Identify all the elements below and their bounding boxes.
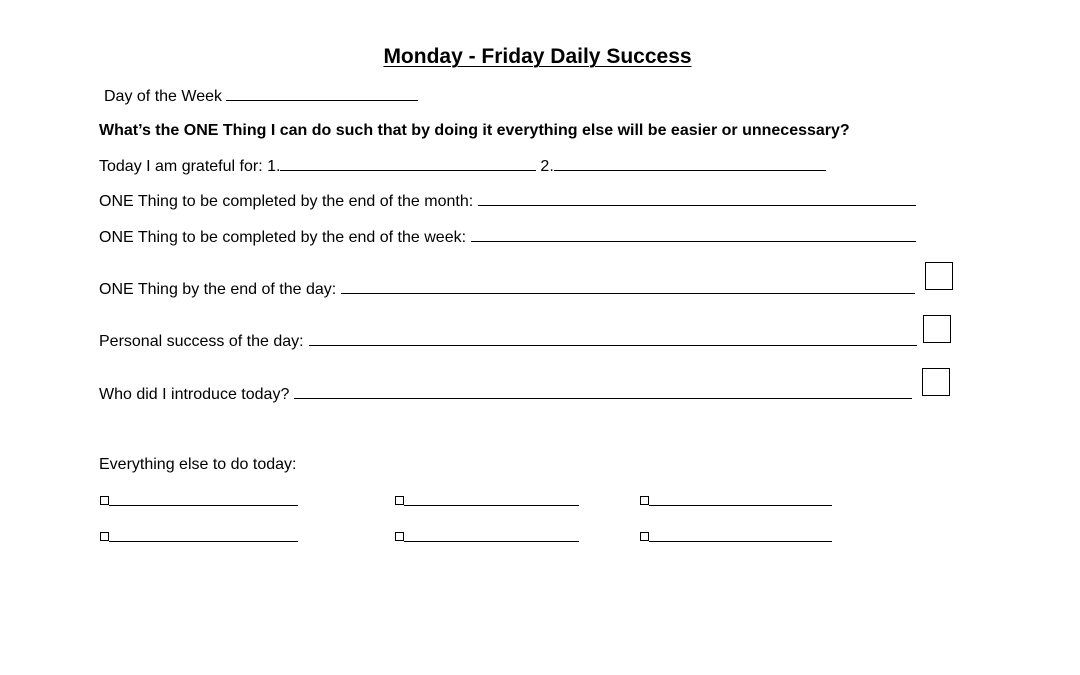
todo-item[interactable] — [100, 526, 298, 542]
day-of-week-label: Day of the Week — [104, 88, 222, 105]
todo-blank[interactable] — [109, 490, 298, 506]
day-of-week-blank[interactable] — [226, 86, 418, 101]
introduce-row — [99, 384, 912, 405]
personal-success-blank[interactable] — [309, 331, 917, 346]
one-thing-question-text: What’s the ONE Thing I can do such that by doing it everything else will be easier or unnecessary? — [99, 122, 850, 139]
week-label: ONE Thing to be completed by the end of the week: — [99, 229, 467, 246]
todo-item[interactable] — [100, 490, 298, 506]
introduce-blank[interactable] — [294, 384, 912, 399]
day-blank[interactable] — [341, 279, 915, 294]
todo-item[interactable] — [395, 490, 579, 506]
todo-item[interactable] — [395, 526, 579, 542]
week-blank[interactable] — [471, 227, 916, 242]
month-blank[interactable] — [478, 191, 916, 206]
introduce-label: Who did I introduce today? — [99, 386, 290, 403]
todo-blank[interactable] — [649, 526, 832, 542]
day-row — [99, 279, 915, 300]
everything-else-heading — [99, 455, 296, 475]
todo-blank[interactable] — [649, 490, 832, 506]
day-checkbox[interactable] — [925, 262, 953, 290]
todo-blank[interactable] — [404, 490, 579, 506]
todo-item[interactable] — [640, 490, 832, 506]
grateful-blank-1[interactable] — [280, 156, 536, 171]
personal-success-row — [99, 331, 917, 352]
month-row — [99, 191, 916, 212]
day-label: ONE Thing by the end of the day: — [99, 281, 337, 298]
todo-checkbox[interactable] — [395, 532, 404, 541]
todo-blank[interactable] — [404, 526, 579, 542]
introduce-checkbox[interactable] — [922, 368, 950, 396]
grateful-row — [99, 156, 826, 177]
personal-success-checkbox[interactable] — [923, 315, 951, 343]
todo-checkbox[interactable] — [100, 496, 109, 505]
week-row — [99, 227, 916, 248]
todo-blank[interactable] — [109, 526, 298, 542]
todo-checkbox[interactable] — [640, 496, 649, 505]
personal-success-label: Personal success of the day: — [99, 333, 304, 350]
todo-item[interactable] — [640, 526, 832, 542]
todo-checkbox[interactable] — [640, 532, 649, 541]
day-of-week-row — [104, 86, 418, 107]
everything-else-label: Everything else to do today: — [99, 456, 297, 473]
page-title: Monday - Friday Daily Success — [383, 45, 692, 68]
todo-checkbox[interactable] — [395, 496, 404, 505]
month-label: ONE Thing to be completed by the end of the month: — [99, 193, 474, 210]
grateful-label: Today I am grateful for: 1. — [99, 158, 281, 175]
todo-checkbox[interactable] — [100, 532, 109, 541]
grateful-blank-2[interactable] — [554, 156, 826, 171]
one-thing-question — [99, 121, 850, 141]
grateful-second-label: 2. — [540, 158, 554, 175]
